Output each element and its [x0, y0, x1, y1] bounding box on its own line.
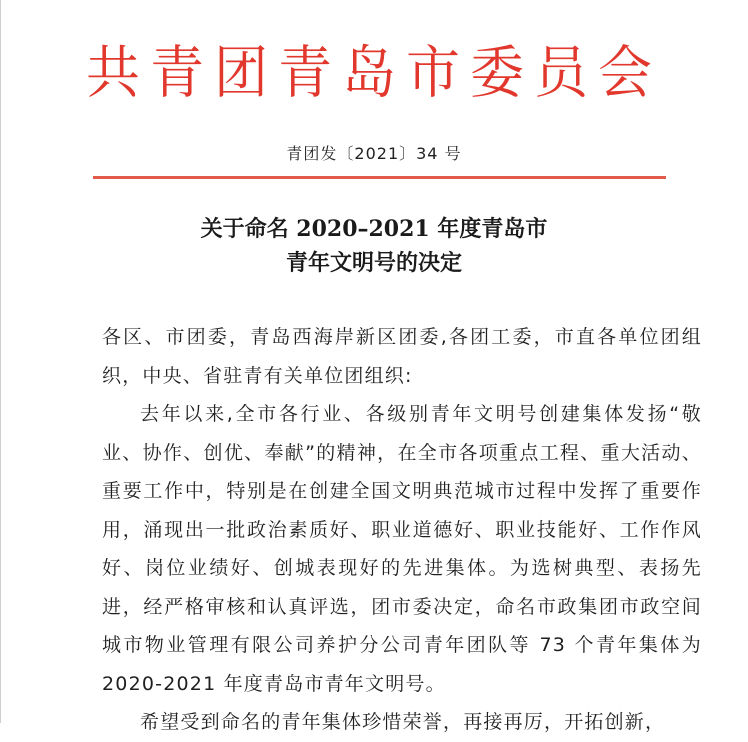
- title-line-1: 关于命名 2020–2021 年度青岛市: [200, 216, 548, 242]
- title-line-2: 青年文明号的决定: [285, 250, 462, 276]
- addressee-paragraph: 各区、市团委，青岛西海岸新区团委,各团工委，市直各单位团组织，中央、省驻青有关单位团组织:: [102, 326, 702, 387]
- document-masthead: 共青团青岛市委员会: [86, 39, 662, 106]
- body-paragraph-2: 希望受到命名的青年集体珍惜荣誉，再接再厉，开拓创新，: [140, 711, 666, 733]
- document-number: 青团发〔2021〕34 号: [286, 144, 462, 163]
- document-body: [102, 318, 702, 742]
- document-title: [0, 212, 748, 280]
- body-paragraph-1: 去年以来,全市各行业、各级别青年文明号创建集体发扬“敬业、协作、创优、奉献”的精神，在全市各项重点工程、重大活动、重要工作中，特别是在创建全国文明典范城市过程中发挥了重要作用，涌现出一批政治素质好、职业道德好、职业技能好、工作作风好、岗位业绩好、创城表现好的先进集体。为选树典型、表扬先进，经严格审核和认真评选，团市委决定，命名市政集团市政空间城市物业管理有限公司养护分公司青年团队等 73 个青年集体为 2020-2021 年度青岛市青年文明号。: [102, 403, 702, 695]
- red-divider-line: [93, 176, 666, 179]
